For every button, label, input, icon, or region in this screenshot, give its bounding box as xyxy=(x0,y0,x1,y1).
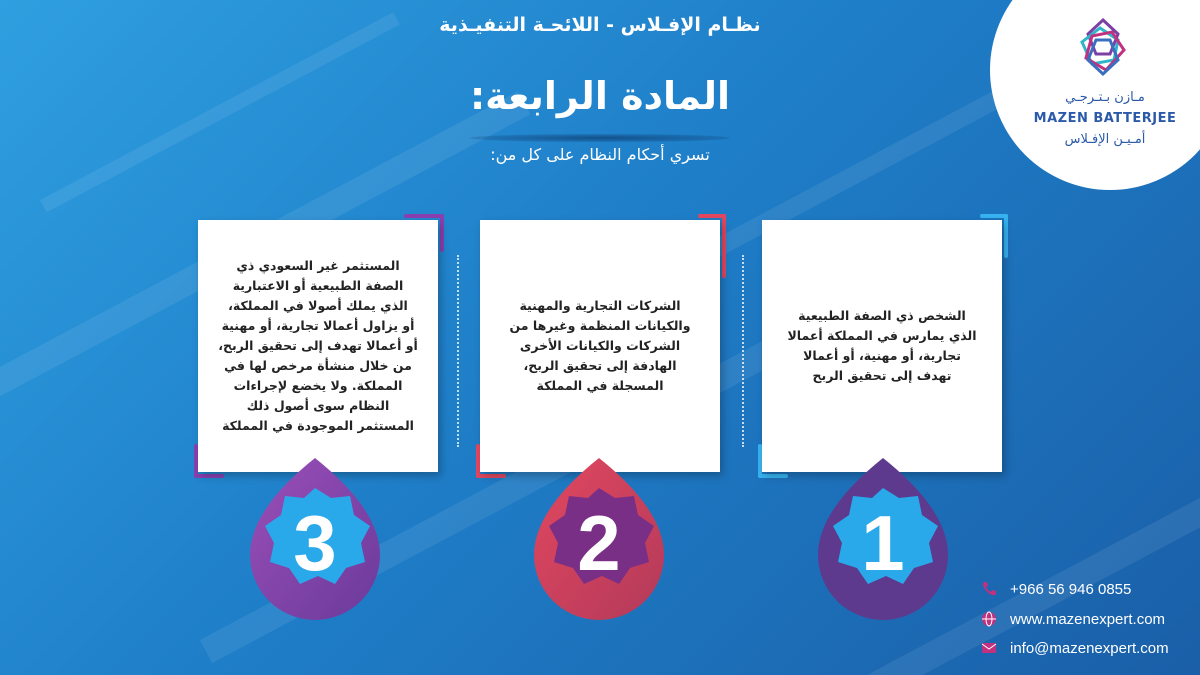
badge-2-number: 2 xyxy=(577,499,621,587)
globe-icon xyxy=(980,610,998,628)
card-2 xyxy=(480,214,726,474)
card-2-text: الشركات التجارية والمهنية والكيانات المنظمة وغيرها من الشركات والكيانات الأخرى الهادفة إلى تحقيق الربح، المسجلة في المملكة xyxy=(509,298,691,393)
email-link[interactable]: info@mazenexpert.com xyxy=(1010,639,1169,657)
badge-2 xyxy=(514,450,684,620)
logo-subtitle: أمـيـن الإفـلاس xyxy=(1064,132,1146,147)
page-title: المادة الرابعة: xyxy=(469,74,731,118)
card-3 xyxy=(198,214,444,474)
contact-email xyxy=(980,639,1169,657)
logo-knot-icon xyxy=(1070,14,1136,80)
contact-phone xyxy=(980,580,1131,598)
website-link[interactable]: www.mazenexpert.com xyxy=(1010,610,1166,628)
envelope-icon xyxy=(980,639,998,657)
badge-1-number: 1 xyxy=(861,499,905,587)
divider-dotted xyxy=(742,255,744,447)
contact-website xyxy=(980,610,1165,628)
card-1-text: الشخص ذي الصفة الطبيعية الذي يمارس في المملكة أعمالا تجارية، أو مهنية، أو أعمالا تهدف إلى تحقيق الربح xyxy=(787,308,977,383)
phone-number: +966 56 946 0855 xyxy=(1010,580,1132,598)
logo-name-english: MAZEN BATTERJEE xyxy=(1033,111,1177,126)
card-1-body xyxy=(762,220,1002,472)
divider-dotted xyxy=(457,255,459,447)
badge-1 xyxy=(798,450,968,620)
phone-icon xyxy=(980,580,998,598)
card-3-text: المستثمر غير السعودي ذي الصفة الطبيعية أو الاعتبارية الذي يملك أصولا في المملكة، أو يزاول أعمالا تجارية، أو مهنية أو أعمالا تهدف إلى تحقيق الربح، من خلال منشأة مرخص لها في المملكة. ولا يخضع لإجراءات النظام سوى أصول ذلك المستثمر الموجودة في المملكة xyxy=(218,258,418,433)
title-shadow xyxy=(470,134,730,142)
card-1 xyxy=(762,214,1008,474)
card-3-body xyxy=(198,220,438,472)
badge-3 xyxy=(230,450,400,620)
logo-name-arabic: مـازن بـتـرجـي xyxy=(1065,90,1145,105)
page-supertitle: نظـام الإفـلاس - اللائحـة التنفيـذية xyxy=(439,14,761,36)
page-subtitle: تسري أحكام النظام على كل من: xyxy=(490,145,710,164)
card-2-body xyxy=(480,220,720,472)
badge-3-number: 3 xyxy=(293,499,337,587)
